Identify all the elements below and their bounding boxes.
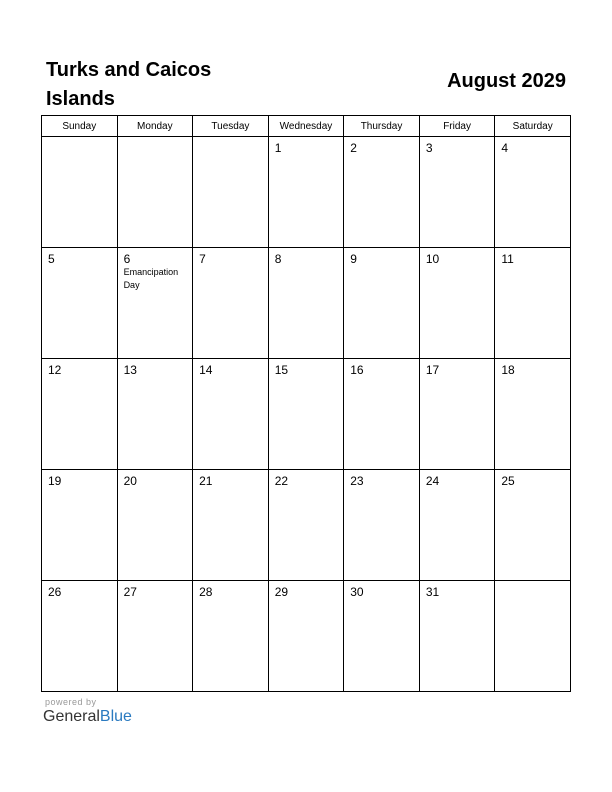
logo-text-blue: Blue	[99, 708, 132, 725]
day-cell	[419, 581, 495, 692]
day-cell	[495, 359, 571, 470]
empty-day-cell	[495, 581, 571, 692]
day-number: 19	[48, 474, 62, 488]
month-title: August 2029	[447, 70, 566, 92]
weekday-friday: Friday	[419, 116, 495, 137]
day-number: 28	[199, 585, 213, 599]
day-cell	[42, 248, 118, 359]
day-number: 13	[123, 363, 137, 377]
day-number: 26	[48, 585, 62, 599]
day-number: 11	[501, 252, 514, 266]
week-row	[42, 359, 571, 470]
day-cell	[193, 470, 269, 581]
day-number: 21	[199, 474, 213, 488]
day-cell	[268, 359, 344, 470]
day-cell	[117, 470, 193, 581]
generalblue-logo	[43, 708, 132, 726]
day-number: 7	[199, 252, 206, 266]
day-number: 14	[199, 363, 213, 377]
day-number: 15	[274, 363, 289, 377]
calendar-grid	[41, 115, 571, 692]
empty-day-cell	[42, 137, 118, 248]
day-number: 23	[350, 474, 364, 488]
day-number: 16	[350, 363, 364, 377]
day-number: 22	[274, 474, 289, 488]
week-row	[42, 581, 571, 692]
day-number: 6	[123, 252, 131, 266]
empty-day-cell	[193, 137, 269, 248]
country-title: Turks and Caicos Islands	[46, 59, 212, 110]
weekday-header-row	[42, 116, 571, 137]
weekday-saturday: Saturday	[495, 116, 571, 137]
day-cell	[495, 470, 571, 581]
day-number: 20	[123, 474, 137, 488]
holiday-label: Emancipation Day	[123, 267, 179, 290]
weekday-sunday: Sunday	[42, 116, 118, 137]
day-cell	[193, 248, 269, 359]
day-cell	[495, 248, 571, 359]
day-number: 1	[274, 141, 282, 155]
day-cell	[42, 470, 118, 581]
day-cell	[268, 248, 344, 359]
weekday-monday: Monday	[117, 116, 193, 137]
day-cell	[117, 359, 193, 470]
day-number: 2	[350, 141, 357, 155]
day-cell	[344, 359, 420, 470]
day-cell	[495, 137, 571, 248]
weekday-wednesday: Wednesday	[268, 116, 344, 137]
day-cell	[42, 581, 118, 692]
day-number: 17	[425, 363, 440, 377]
week-row	[42, 470, 571, 581]
day-number: 3	[425, 141, 433, 155]
logo-text-general: General	[43, 708, 100, 725]
day-cell	[419, 470, 495, 581]
day-cell	[268, 581, 344, 692]
weekday-tuesday: Tuesday	[193, 116, 269, 137]
day-cell	[344, 470, 420, 581]
footer-brand	[43, 697, 132, 726]
day-cell	[42, 359, 118, 470]
day-number: 5	[48, 252, 55, 266]
powered-by-text: powered by	[45, 697, 97, 707]
day-cell	[193, 581, 269, 692]
day-number: 4	[501, 141, 509, 155]
day-number: 18	[501, 363, 515, 377]
day-number: 12	[48, 363, 62, 377]
day-number: 25	[501, 474, 515, 488]
weekday-thursday: Thursday	[344, 116, 420, 137]
day-number: 9	[350, 252, 357, 266]
day-cell	[344, 581, 420, 692]
day-number: 29	[274, 585, 289, 599]
day-number: 10	[425, 252, 440, 266]
day-cell	[268, 470, 344, 581]
day-number: 31	[425, 585, 440, 599]
day-number: 8	[274, 252, 282, 266]
day-cell	[419, 359, 495, 470]
day-cell	[419, 137, 495, 248]
day-cell	[117, 581, 193, 692]
week-row	[42, 248, 571, 359]
day-number: 24	[425, 474, 440, 488]
day-cell	[193, 359, 269, 470]
day-number: 27	[123, 585, 137, 599]
week-row	[42, 137, 571, 248]
day-cell	[344, 137, 420, 248]
day-number: 30	[350, 585, 364, 599]
day-cell	[419, 248, 495, 359]
day-cell	[117, 248, 193, 359]
empty-day-cell	[117, 137, 193, 248]
day-cell	[268, 137, 344, 248]
day-cell	[344, 248, 420, 359]
